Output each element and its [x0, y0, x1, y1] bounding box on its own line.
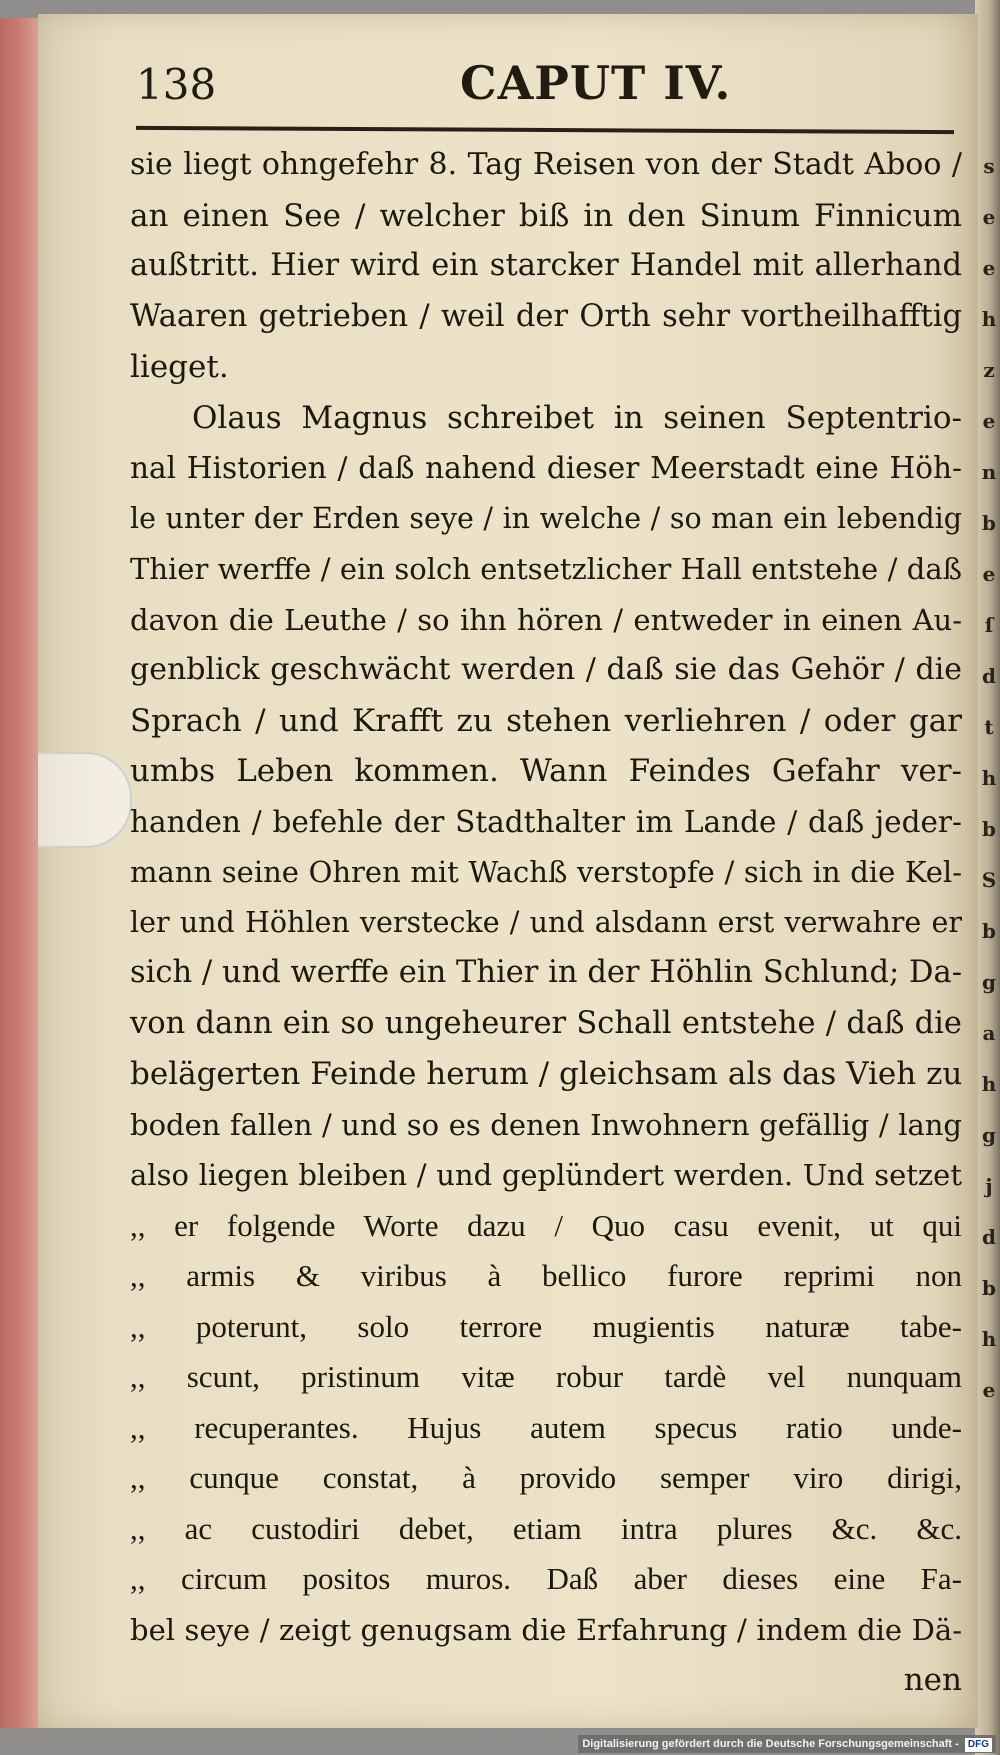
facing-page-fragment: e: [982, 409, 996, 433]
text-line: boden fallen / und so es denen Inwohnern gefällig / lang: [130, 1107, 962, 1142]
text-line: lieget.: [130, 349, 229, 385]
text-line: davon die Leuthe / so ihn hören / entweder in einen Au-: [130, 602, 962, 637]
text-line: handen / befehle der Stadthalter im Lande / daß jeder-: [130, 804, 962, 839]
text-line: ,, cunque constat, à provido semper viro dirigi,: [130, 1460, 962, 1495]
facing-page-fragment: g: [982, 1123, 996, 1147]
credit-text: Digitalisierung gefördert durch die Deutsche Forschungsgemeinschaft -: [582, 1738, 959, 1750]
facing-page-fragment: z: [983, 358, 995, 382]
text-line: also liegen bleiben / und geplündert werden. Und setzet: [130, 1158, 962, 1192]
facing-page-fragment: s: [983, 154, 995, 178]
text-line: ,, ac custodiri debet, etiam intra plures &c. &c.: [130, 1510, 962, 1546]
text-line: sich / und werffe ein Thier in der Höhlin Schlund; Da-: [130, 955, 962, 990]
text-line: Thier werffe / ein solch entsetzlicher Hall entstehe / daß: [130, 552, 962, 586]
text-line: nal Historien / daß nahend dieser Meerstadt eine Höh-: [130, 451, 962, 485]
facing-page-fragment: h: [981, 766, 997, 790]
text-line: bel seye / zeigt genugsam die Erfahrung / indem die Dä-: [130, 1612, 962, 1647]
facing-page-fragment: d: [982, 664, 996, 688]
text-line: ,, er folgende Worte dazu / Quo casu evenit, ut qui: [130, 1207, 962, 1243]
facing-page-fragment: e: [982, 562, 996, 586]
facing-page-fragment: h: [981, 307, 997, 331]
facing-page-fragment: d: [982, 1225, 996, 1249]
catchword: nen: [903, 1662, 962, 1698]
facing-page-fragment: e: [982, 256, 996, 280]
body-text: [130, 140, 962, 1706]
text-line: ler und Höhlen verstecke / und alsdann erst verwahre er: [130, 905, 962, 939]
facing-page-fragment: a: [982, 1021, 996, 1045]
text-line: umbs Leben kommen. Wann Feindes Gefahr ver-: [130, 753, 962, 789]
digitization-credit: [578, 1735, 996, 1753]
facing-page-fragment: b: [982, 817, 996, 841]
text-line: ,, scunt, pristinum vitæ robur tardè vel nunquam: [130, 1359, 962, 1394]
text-line: von dann ein so ungeheurer Schall entstehe / daß die: [130, 1005, 962, 1041]
dfg-logo: DFG: [965, 1738, 992, 1752]
text-line: mann seine Ohren mit Wachß verstopfe / sich in die Kel-: [130, 855, 962, 889]
facing-page-fragment: n: [981, 460, 997, 484]
text-line: ,, recuperantes. Hujus autem specus ratio unde-: [130, 1409, 962, 1445]
facing-page-fragment: e: [982, 1378, 996, 1402]
text-line: le unter der Erden seye / in welche / so man ein lebendig: [130, 501, 962, 535]
text-line: ,, armis & viribus à bellico furore reprimi non: [130, 1258, 962, 1293]
facing-page-fragment: S: [981, 868, 997, 892]
text-line: genblick geschwächt werden / daß sie das Gehör / die: [130, 652, 962, 687]
facing-page-fragment: j: [985, 1174, 993, 1198]
facing-page-fragment: g: [982, 970, 996, 994]
text-line: Waaren getrieben / weil der Orth sehr vortheilhafftig: [130, 298, 962, 334]
text-line: ,, circum positos muros. Daß aber dieses eine Fa-: [130, 1561, 962, 1596]
running-head: CAPUT IV.: [460, 56, 732, 110]
facing-page-fragment: b: [982, 511, 996, 535]
facing-page-fragment: h: [981, 1327, 997, 1351]
text-line: sie liegt ohngefehr 8. Tag Reisen von der Stadt Aboo /: [130, 147, 962, 182]
facing-page-fragment: b: [982, 919, 996, 943]
page-clip-tab: [38, 752, 132, 848]
text-line: belägerten Feinde herum / gleichsam als das Vieh zu: [130, 1056, 963, 1092]
text-line: Olaus Magnus schreibet in seinen Septentrio-: [192, 399, 962, 436]
facing-page-fragment: e: [982, 205, 996, 229]
text-line: an einen See / welcher biß in den Sinum Finnicum: [130, 197, 962, 234]
text-line: ,, poterunt, solo terrore mugientis naturæ tabe-: [130, 1308, 962, 1344]
text-line: außtritt. Hier wird ein starcker Handel mit allerhand: [130, 248, 962, 283]
book-fore-edge: [0, 18, 38, 1728]
facing-page-fragment: h: [981, 1072, 997, 1096]
facing-page-fragment: b: [982, 1276, 996, 1300]
facing-page-fragment: ſ: [984, 613, 994, 637]
facing-page-fragment: t: [984, 715, 994, 739]
text-line: Sprach / und Krafft zu stehen verliehren / oder gar: [130, 702, 962, 739]
page-number: 138: [136, 60, 217, 109]
